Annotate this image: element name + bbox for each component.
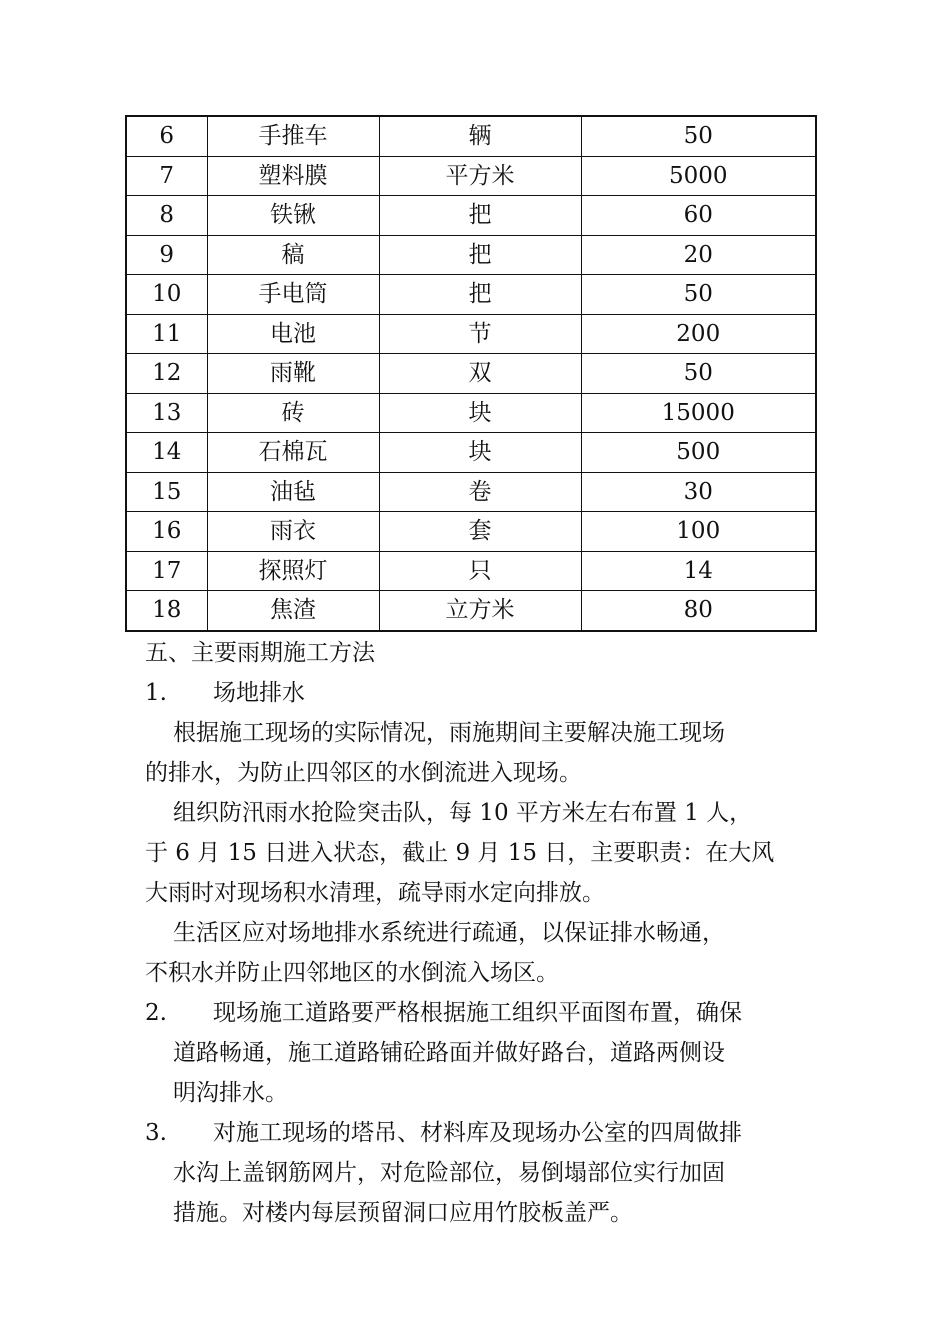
item-name-cell: 电池	[207, 314, 379, 354]
item-1-number: 1.	[145, 680, 167, 706]
item-quantity-cell: 50	[581, 354, 816, 394]
list-item-3-first-line	[145, 1113, 825, 1153]
table-row	[126, 156, 816, 196]
item-name-cell: 油毡	[207, 472, 379, 512]
item-unit-cell: 节	[379, 314, 581, 354]
paragraph-line: 大雨时对现场积水清理，疏导雨水定向排放。	[145, 880, 605, 906]
item-number-cell: 15	[126, 472, 207, 512]
item-number-cell: 16	[126, 512, 207, 552]
paragraph-line: 组织防汛雨水抢险突击队，每 10 平方米左右布置 1 人，	[173, 800, 753, 826]
item-name-cell: 石棉瓦	[207, 433, 379, 473]
item-number-cell: 18	[126, 591, 207, 631]
item-number-cell: 12	[126, 354, 207, 394]
item-name-cell: 塑料膜	[207, 156, 379, 196]
list-item-line: 道路畅通，施工道路铺砼路面并做好路台，道路两侧设	[173, 1040, 725, 1066]
item-name-cell: 探照灯	[207, 551, 379, 591]
list-item-line: 明沟排水。	[173, 1080, 288, 1106]
paragraph-line: 不积水并防止四邻地区的水倒流入场区。	[145, 960, 559, 986]
item-number-cell: 10	[126, 275, 207, 315]
list-item-line: 水沟上盖钢筋网片，对危险部位，易倒塌部位实行加固	[173, 1160, 725, 1186]
item-number-cell: 8	[126, 196, 207, 236]
item-number-cell: 14	[126, 433, 207, 473]
table-row	[126, 354, 816, 394]
table-row	[126, 433, 816, 473]
table-row	[126, 393, 816, 433]
paragraph-drainage-overview	[145, 713, 825, 793]
item-unit-cell: 辆	[379, 116, 581, 156]
item-quantity-cell: 100	[581, 512, 816, 552]
item-unit-cell: 套	[379, 512, 581, 552]
item-1-heading	[145, 673, 825, 713]
item-unit-cell: 块	[379, 433, 581, 473]
paragraph-line: 生活区应对场地排水系统进行疏通，以保证排水畅通，	[173, 920, 725, 946]
item-quantity-cell: 20	[581, 235, 816, 275]
item-unit-cell: 双	[379, 354, 581, 394]
item-unit-cell: 块	[379, 393, 581, 433]
item-quantity-cell: 5000	[581, 156, 816, 196]
list-item-line: 对施工现场的塔吊、材料库及现场办公室的四周做排	[213, 1120, 742, 1146]
table-row	[126, 591, 816, 631]
table-row	[126, 512, 816, 552]
materials-table-body	[126, 116, 816, 631]
section-heading: 五、主要雨期施工方法	[145, 640, 375, 666]
item-number-cell: 13	[126, 393, 207, 433]
table-row	[126, 472, 816, 512]
item-quantity-cell: 14	[581, 551, 816, 591]
table-row	[126, 551, 816, 591]
item-number-cell: 11	[126, 314, 207, 354]
item-name-cell: 铁锹	[207, 196, 379, 236]
table-row	[126, 235, 816, 275]
item-name-cell: 砖	[207, 393, 379, 433]
paragraph-line: 于 6 月 15 日进入状态，截止 9 月 15 日，主要职责：在大风	[145, 840, 775, 866]
item-quantity-cell: 30	[581, 472, 816, 512]
item-name-cell: 雨靴	[207, 354, 379, 394]
item-quantity-cell: 80	[581, 591, 816, 631]
list-item-line: 措施。对楼内每层预留洞口应用竹胶板盖严。	[173, 1200, 633, 1226]
table-row	[126, 275, 816, 315]
item-unit-cell: 立方米	[379, 591, 581, 631]
item-number-cell: 6	[126, 116, 207, 156]
item-quantity-cell: 60	[581, 196, 816, 236]
item-name-cell: 焦渣	[207, 591, 379, 631]
paragraph-flood-team	[145, 793, 825, 913]
table-row	[126, 314, 816, 354]
item-number-cell: 9	[126, 235, 207, 275]
item-name-cell: 稿	[207, 235, 379, 275]
item-quantity-cell: 200	[581, 314, 816, 354]
paragraph-line: 的排水，为防止四邻区的水倒流进入现场。	[145, 760, 582, 786]
list-item-2-number: 2.	[145, 1000, 167, 1026]
materials-table	[125, 115, 817, 632]
item-number-cell: 7	[126, 156, 207, 196]
table-row	[126, 116, 816, 156]
paragraph-living-area	[145, 913, 825, 993]
list-item-3-number: 3.	[145, 1120, 167, 1146]
item-name-cell: 手电筒	[207, 275, 379, 315]
item-unit-cell: 卷	[379, 472, 581, 512]
list-item-3	[145, 1113, 825, 1233]
item-quantity-cell: 50	[581, 275, 816, 315]
item-quantity-cell: 50	[581, 116, 816, 156]
item-name-cell: 手推车	[207, 116, 379, 156]
rainy-season-methods	[145, 633, 825, 1233]
item-unit-cell: 平方米	[379, 156, 581, 196]
item-number-cell: 17	[126, 551, 207, 591]
paragraph-line: 根据施工现场的实际情况，雨施期间主要解决施工现场	[173, 720, 725, 746]
list-item-line: 现场施工道路要严格根据施工组织平面图布置，确保	[213, 1000, 742, 1026]
item-unit-cell: 把	[379, 275, 581, 315]
item-quantity-cell: 500	[581, 433, 816, 473]
item-unit-cell: 把	[379, 235, 581, 275]
item-unit-cell: 只	[379, 551, 581, 591]
item-name-cell: 雨衣	[207, 512, 379, 552]
item-quantity-cell: 15000	[581, 393, 816, 433]
table-row	[126, 196, 816, 236]
item-unit-cell: 把	[379, 196, 581, 236]
list-item-2	[145, 993, 825, 1113]
list-item-2-first-line	[145, 993, 825, 1033]
item-1-title: 场地排水	[213, 680, 305, 706]
